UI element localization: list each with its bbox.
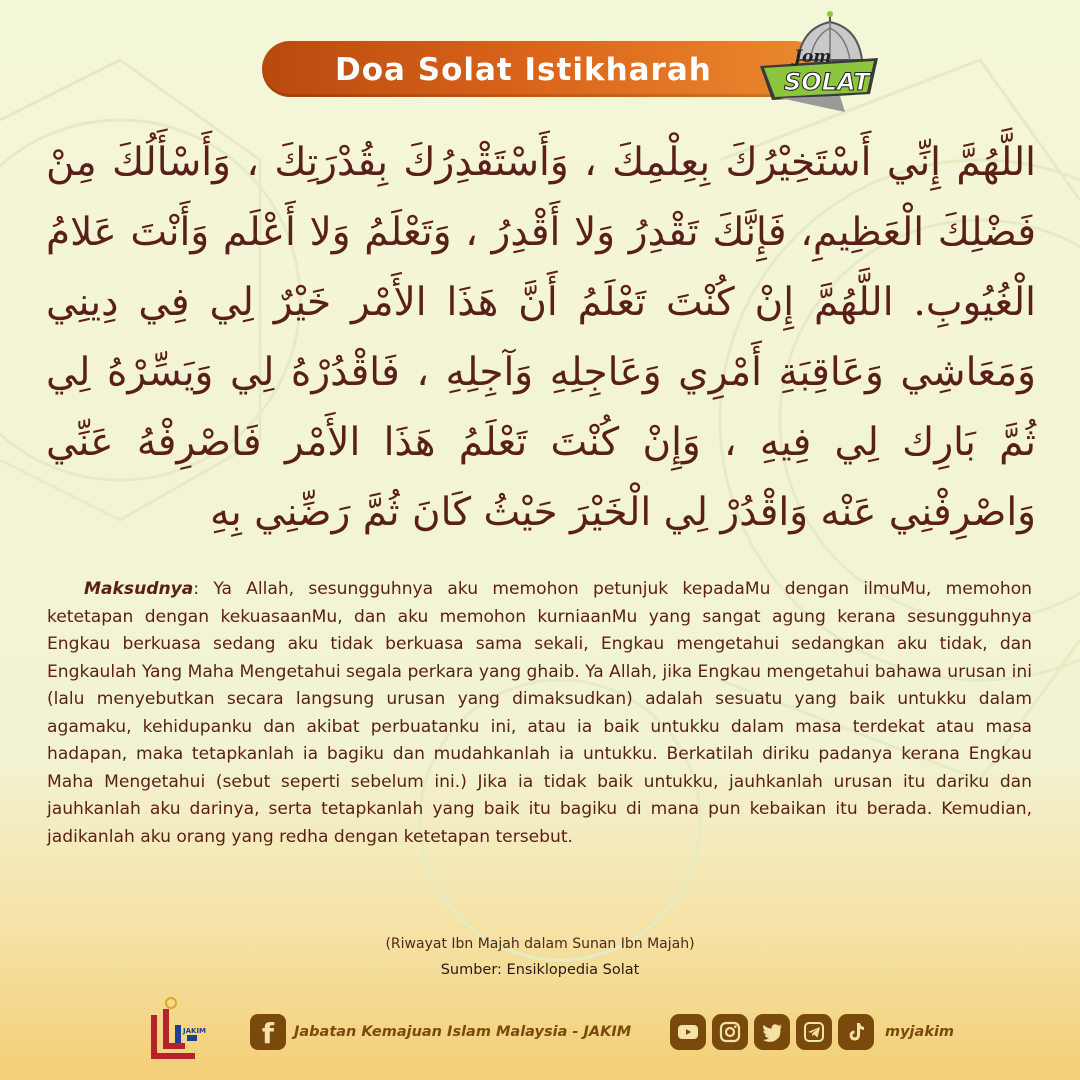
hadith-citation: (Riwayat Ibn Majah dalam Sunan Ibn Majah) [385,936,695,952]
instagram-icon[interactable] [712,1014,748,1050]
twitter-icon[interactable] [754,1014,790,1050]
translation-body: : Ya Allah, sesungguhnya aku memohon petunjuk kepadaMu dengan ilmuMu, memohon ketetapan dengan kekuasaanMu, dan aku memohon kurniaanMu yang sangat agung kerana sesungguhnya Engkau berkuasa sedang aku tidak berkuasa sama sekali, Engkau mengetahui sedangkan aku tidak, dan Engkaulah Yang Maha Mengetahui segala perkara yang ghaib. Ya Allah, jika Engkau mengetahui bahawa urusan ini (lalu menyebutkan secara langsung urusan yang dimaksudkan) adalah sesuatu yang baik untukku dalam agamaku, kehidupanku dan akibat perbuatanku ini, atau ia baik untukku dalam masa terdekat atau masa hadapan, maka tetapkanlah ia bagiku dan mudahkanlah ia untukku. Berkatilah diriku padanya kerana Engkau Maha Mengetahui (sebut seperti sebelum ini.) Jika ia tidak baik untukku, jauhkanlah urusan itu dariku dan jauhkanlah aku darinya, serta tetapkanlah yang baik itu bagiku di mana pun kebaikan itu berada. Kemudian, jadikanlah aku orang yang redha dengan ketetapan tersebut. [47,579,1032,847]
facebook-page-name[interactable]: Jabatan Kemajuan Islam Malaysia - JAKIM [294,1024,632,1040]
jom-solat-logo [750,10,890,115]
brand-jom-text: Jom [794,47,832,67]
brand-solat-text: SOLAT [784,68,870,96]
social-icons [670,1014,874,1052]
youtube-icon[interactable] [670,1014,706,1050]
tiktok-icon[interactable] [838,1014,874,1050]
jakim-logo-label: JAKIM [183,1027,207,1035]
jakim-logo [143,995,207,1065]
telegram-icon[interactable] [796,1014,832,1050]
facebook-icon[interactable]: f [250,1014,286,1050]
page-title: Doa Solat Istikharah [335,52,712,88]
source-line: Sumber: Ensiklopedia Solat [440,962,640,978]
social-handle[interactable]: myjakim [885,1024,955,1040]
translation-paragraph [47,576,1032,916]
translation-lead: Maksudnya [84,579,194,599]
arabic-prayer-text: اللَّهُمَّ إِنِّي أَسْتَخِيْرُكَ بِعِلْمِكَ ، وَأَسْتَقْدِرُكَ بِقُدْرَتِكَ ، وَأَسْأَلُكَ مِنْ فَضْلِكَ الْعَظِيمِ، فَإِنَّكَ تَقْدِرُ وَلا أَقْدِرُ ، وَتَعْلَمُ وَلا أَعْلَم وَأَنْتَ عَلامُ الْغُيُوبِ. اللَّهُمَّ إِنْ كُنْتَ تَعْلَمُ أَنَّ هَذَا الأَمْر خَيْرٌ لِي فِي دِينِي وَمَعَاشِي وَعَاقِبَةِ أَمْرِي وَعَاجِلِهِ وَآجِلِهِ ، فَاقْدُرْهُ لِي وَيَسِّرْهُ لِي ثُمَّ بَارِك لِي فِيهِ ، وَإِنْ كُنْتَ تَعْلَمُ هَذَا الأَمْر فَاصْرِفْهُ عَنِّي وَاصْرِفْنِي عَنْه وَاقْدُرْ لِي الْخَيْرَ حَيْثُ كَانَ ثُمَّ رَضِّنِي بِهِ [46,140,1036,535]
